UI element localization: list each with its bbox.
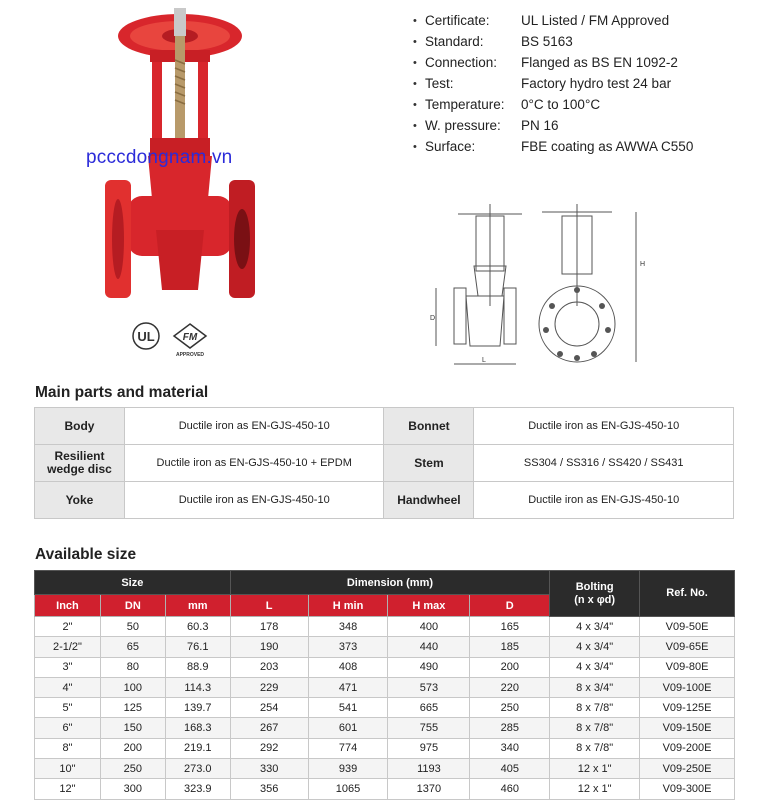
certification-logos <box>128 318 228 358</box>
table-cell: 975 <box>388 738 470 758</box>
spec-list <box>413 10 693 157</box>
table-row <box>35 698 735 718</box>
size-table <box>34 570 735 800</box>
column-header: mm <box>165 595 230 617</box>
bullet-icon: • <box>413 77 417 90</box>
column-header: D <box>470 595 550 617</box>
table-cell: 3" <box>35 657 101 677</box>
table-cell: 4" <box>35 677 101 697</box>
part-material: Ductile iron as EN-GJS-450-10 <box>124 408 384 445</box>
table-cell: 220 <box>470 677 550 697</box>
spec-item <box>413 10 693 31</box>
table-cell: 10" <box>35 759 101 779</box>
table-cell: 114.3 <box>165 677 230 697</box>
spec-item <box>413 52 693 73</box>
table-cell: 150 <box>100 718 165 738</box>
spec-key: W. pressure: <box>425 118 501 133</box>
part-label: Resilient wedge disc <box>35 445 125 482</box>
table-cell: 408 <box>308 657 388 677</box>
table-row <box>35 657 735 677</box>
table-cell: 267 <box>230 718 308 738</box>
table-cell: 573 <box>388 677 470 697</box>
part-material: SS304 / SS316 / SS420 / SS431 <box>474 445 734 482</box>
part-label: Body <box>35 408 125 445</box>
table-row <box>35 677 735 697</box>
table-cell: 4 x 3/4" <box>550 617 640 637</box>
table-cell: 2-1/2" <box>35 637 101 657</box>
part-material: Ductile iron as EN-GJS-450-10 <box>474 408 734 445</box>
spec-key: Temperature: <box>425 97 505 112</box>
table-row <box>35 617 735 637</box>
dim-l-label: L <box>482 357 486 364</box>
parts-row <box>35 482 734 519</box>
table-cell: 340 <box>470 738 550 758</box>
table-cell: V09-50E <box>640 617 735 637</box>
table-cell: 8" <box>35 738 101 758</box>
table-cell: 330 <box>230 759 308 779</box>
fm-approved-logo-icon <box>174 324 206 358</box>
table-cell: 125 <box>100 698 165 718</box>
part-label: Handwheel <box>384 482 474 519</box>
table-cell: 460 <box>470 779 550 799</box>
table-cell: 168.3 <box>165 718 230 738</box>
table-cell: V09-125E <box>640 698 735 718</box>
table-cell: 939 <box>308 759 388 779</box>
table-row <box>35 738 735 758</box>
table-cell: 60.3 <box>165 617 230 637</box>
table-cell: 4 x 3/4" <box>550 657 640 677</box>
spec-value: UL Listed / FM Approved <box>521 13 670 28</box>
table-cell: 8 x 3/4" <box>550 677 640 697</box>
table-cell: 8 x 7/8" <box>550 698 640 718</box>
spec-key: Connection: <box>425 55 498 70</box>
technical-drawing <box>424 196 674 376</box>
table-cell: 219.1 <box>165 738 230 758</box>
table-cell: 50 <box>100 617 165 637</box>
table-cell: 373 <box>308 637 388 657</box>
column-header: H max <box>388 595 470 617</box>
column-header: L <box>230 595 308 617</box>
column-header: H min <box>308 595 388 617</box>
column-header: DN <box>100 595 165 617</box>
spec-key: Certificate: <box>425 13 490 28</box>
svg-text:UL: UL <box>137 329 155 344</box>
bullet-icon: • <box>413 119 417 132</box>
table-cell: 2" <box>35 617 101 637</box>
table-cell: 12 x 1" <box>550 779 640 799</box>
table-cell: 250 <box>100 759 165 779</box>
spec-item <box>413 31 693 52</box>
table-cell: 471 <box>308 677 388 697</box>
spec-item <box>413 115 693 136</box>
table-cell: V09-200E <box>640 738 735 758</box>
part-material: Ductile iron as EN-GJS-450-10 + EPDM <box>124 445 384 482</box>
table-cell: 490 <box>388 657 470 677</box>
spec-item <box>413 73 693 94</box>
table-cell: 254 <box>230 698 308 718</box>
bullet-icon: • <box>413 140 417 153</box>
spec-value: BS 5163 <box>521 34 573 49</box>
spec-value: Factory hydro test 24 bar <box>521 76 672 91</box>
table-cell: 65 <box>100 637 165 657</box>
table-cell: 1193 <box>388 759 470 779</box>
table-cell: V09-80E <box>640 657 735 677</box>
table-cell: 76.1 <box>165 637 230 657</box>
part-label: Stem <box>384 445 474 482</box>
table-cell: 300 <box>100 779 165 799</box>
dim-h-label: H <box>640 261 646 268</box>
spec-value: 0°C to 100°C <box>521 97 601 112</box>
table-cell: 405 <box>470 759 550 779</box>
table-cell: 12 x 1" <box>550 759 640 779</box>
table-cell: 1370 <box>388 779 470 799</box>
table-cell: 165 <box>470 617 550 637</box>
spec-item <box>413 94 693 115</box>
size-group-header: Size <box>35 571 231 595</box>
spec-key: Standard: <box>425 34 484 49</box>
table-cell: V09-100E <box>640 677 735 697</box>
spec-key: Test: <box>425 76 454 91</box>
table-row <box>35 759 735 779</box>
table-cell: 273.0 <box>165 759 230 779</box>
spec-item <box>413 136 693 157</box>
ref-no-header: Ref. No. <box>640 571 735 617</box>
table-row <box>35 779 735 799</box>
bullet-icon: • <box>413 35 417 48</box>
part-label: Bonnet <box>384 408 474 445</box>
column-header: Inch <box>35 595 101 617</box>
spec-value: FBE coating as AWWA C550 <box>521 139 694 154</box>
table-row <box>35 718 735 738</box>
table-cell: 8 x 7/8" <box>550 738 640 758</box>
ul-logo-icon <box>133 323 159 349</box>
parts-row <box>35 445 734 482</box>
dim-d-label: D <box>430 315 436 322</box>
spec-key: Surface: <box>425 139 476 154</box>
table-cell: 774 <box>308 738 388 758</box>
table-cell: 323.9 <box>165 779 230 799</box>
table-cell: 665 <box>388 698 470 718</box>
table-cell: 541 <box>308 698 388 718</box>
table-row <box>35 637 735 657</box>
table-cell: 185 <box>470 637 550 657</box>
table-cell: 5" <box>35 698 101 718</box>
part-material: Ductile iron as EN-GJS-450-10 <box>124 482 384 519</box>
table-cell: 229 <box>230 677 308 697</box>
parts-table <box>34 407 734 519</box>
bullet-icon: • <box>413 56 417 69</box>
sizes-section-title: Available size <box>35 546 137 563</box>
table-cell: 12" <box>35 779 101 799</box>
svg-text:FM: FM <box>182 332 198 343</box>
table-cell: 4 x 3/4" <box>550 637 640 657</box>
table-cell: 200 <box>100 738 165 758</box>
watermark-text: pcccdongnam.vn <box>86 147 233 168</box>
table-cell: 200 <box>470 657 550 677</box>
table-cell: 285 <box>470 718 550 738</box>
svg-text:APPROVED: APPROVED <box>175 352 205 358</box>
parts-row <box>35 408 734 445</box>
spec-value: PN 16 <box>521 118 559 133</box>
table-cell: 356 <box>230 779 308 799</box>
table-cell: 6" <box>35 718 101 738</box>
table-cell: 755 <box>388 718 470 738</box>
bolting-header: Bolting (n x φd) <box>550 571 640 617</box>
table-cell: 348 <box>308 617 388 637</box>
spec-value: Flanged as BS EN 1092-2 <box>521 55 678 70</box>
part-material: Ductile iron as EN-GJS-450-10 <box>474 482 734 519</box>
parts-section-title: Main parts and material <box>35 384 209 401</box>
table-cell: 601 <box>308 718 388 738</box>
table-cell: 203 <box>230 657 308 677</box>
table-cell: 250 <box>470 698 550 718</box>
table-cell: 100 <box>100 677 165 697</box>
bullet-icon: • <box>413 98 417 111</box>
table-cell: 178 <box>230 617 308 637</box>
table-cell: 139.7 <box>165 698 230 718</box>
table-cell: V09-250E <box>640 759 735 779</box>
table-cell: 190 <box>230 637 308 657</box>
table-cell: V09-65E <box>640 637 735 657</box>
table-cell: 440 <box>388 637 470 657</box>
table-cell: 8 x 7/8" <box>550 718 640 738</box>
dimension-group-header: Dimension (mm) <box>230 571 549 595</box>
part-label: Yoke <box>35 482 125 519</box>
table-cell: 400 <box>388 617 470 637</box>
table-cell: 80 <box>100 657 165 677</box>
table-cell: 292 <box>230 738 308 758</box>
table-cell: V09-300E <box>640 779 735 799</box>
table-cell: 88.9 <box>165 657 230 677</box>
table-cell: V09-150E <box>640 718 735 738</box>
bullet-icon: • <box>413 14 417 27</box>
table-cell: 1065 <box>308 779 388 799</box>
